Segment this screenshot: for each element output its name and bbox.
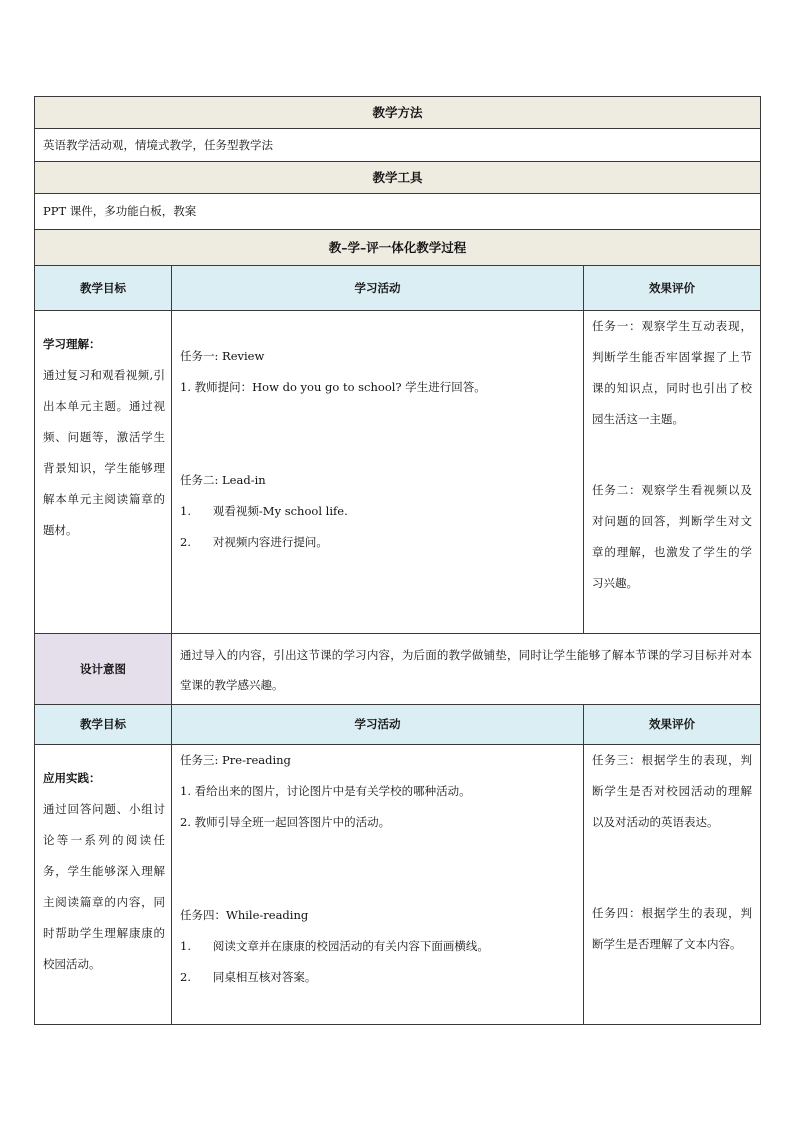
eval-text: 任务一：观察学生互动表现，判断学生能否牢固掌握了上节课的知识点，同时也引出了校园生活这一主题。 (592, 319, 753, 426)
task-title: 任务一: Review (180, 349, 265, 363)
methods-content: 英语教学活动观，情境式教学，任务型教学法 (35, 129, 761, 162)
eval-text: 任务二：观察学生看视频以及对问题的回答，判断学生对文章的理解，也激发了学生的学习兴趣。 (592, 483, 753, 590)
eval-text: 任务四：根据学生的表现，判断学生是否理解了文本内容。 (592, 906, 753, 951)
eval-cell-1 (584, 311, 761, 634)
tools-content: PPT 课件，多功能白板，教案 (35, 194, 761, 230)
col-header-goal: 教学目标 (35, 705, 172, 745)
tools-header: 教学工具 (35, 162, 761, 194)
task-item: 2. 对视频内容进行提问。 (180, 535, 328, 549)
eval-text: 任务三：根据学生的表现，判断学生是否对校园活动的理解以及对活动的英语表达。 (592, 753, 753, 829)
task-item: 1. 教师提问：How do you go to school? 学生进行回答。 (180, 380, 486, 394)
goal-title-2: 应用实践： (43, 771, 101, 785)
goal-cell-1 (35, 311, 172, 634)
lesson-plan-table (34, 96, 761, 1025)
col-header-activity: 学习活动 (172, 705, 584, 745)
goal-cell-2 (35, 745, 172, 1025)
activity-cell-2 (172, 745, 584, 1025)
goal-text-1: 通过复习和观看视频,引出本单元主题。通过视频、问题等，激活学生背景知识，学生能够理解本单元主阅读篇章的题材。 (43, 368, 165, 537)
col-header-activity: 学习活动 (172, 266, 584, 311)
eval-cell-2 (584, 745, 761, 1025)
design-intent-text: 通过导入的内容，引出这节课的学习内容，为后面的教学做铺垫，同时让学生能够了解本节课的学习目标并对本堂课的教学感兴趣。 (172, 634, 761, 705)
methods-header: 教学方法 (35, 97, 761, 129)
task-title: 任务三: Pre-reading (180, 753, 291, 767)
goal-text-2: 通过回答问题、小组讨论等一系列的阅读任务，学生能够深入理解主阅读篇章的内容，同时帮助学生理解康康的校园活动。 (43, 802, 165, 971)
task-item: 1. 观看视频-My school life. (180, 504, 348, 518)
goal-title-1: 学习理解： (43, 337, 101, 351)
task-item: 2. 同桌相互核对答案。 (180, 970, 317, 984)
task-title: 任务四：While-reading (180, 908, 309, 922)
task-title: 任务二: Lead-in (180, 473, 266, 487)
process-header: 教–学–评一体化教学过程 (35, 230, 761, 266)
design-intent-label: 设计意图 (35, 634, 172, 705)
task-item: 2. 教师引导全班一起回答图片中的活动。 (180, 815, 391, 829)
col-header-eval: 效果评价 (584, 705, 761, 745)
activity-cell-1 (172, 311, 584, 634)
col-header-eval: 效果评价 (584, 266, 761, 311)
task-item: 1. 阅读文章并在康康的校园活动的有关内容下面画横线。 (180, 939, 489, 953)
col-header-goal: 教学目标 (35, 266, 172, 311)
task-item: 1. 看给出来的图片，讨论图片中是有关学校的哪种活动。 (180, 784, 471, 798)
